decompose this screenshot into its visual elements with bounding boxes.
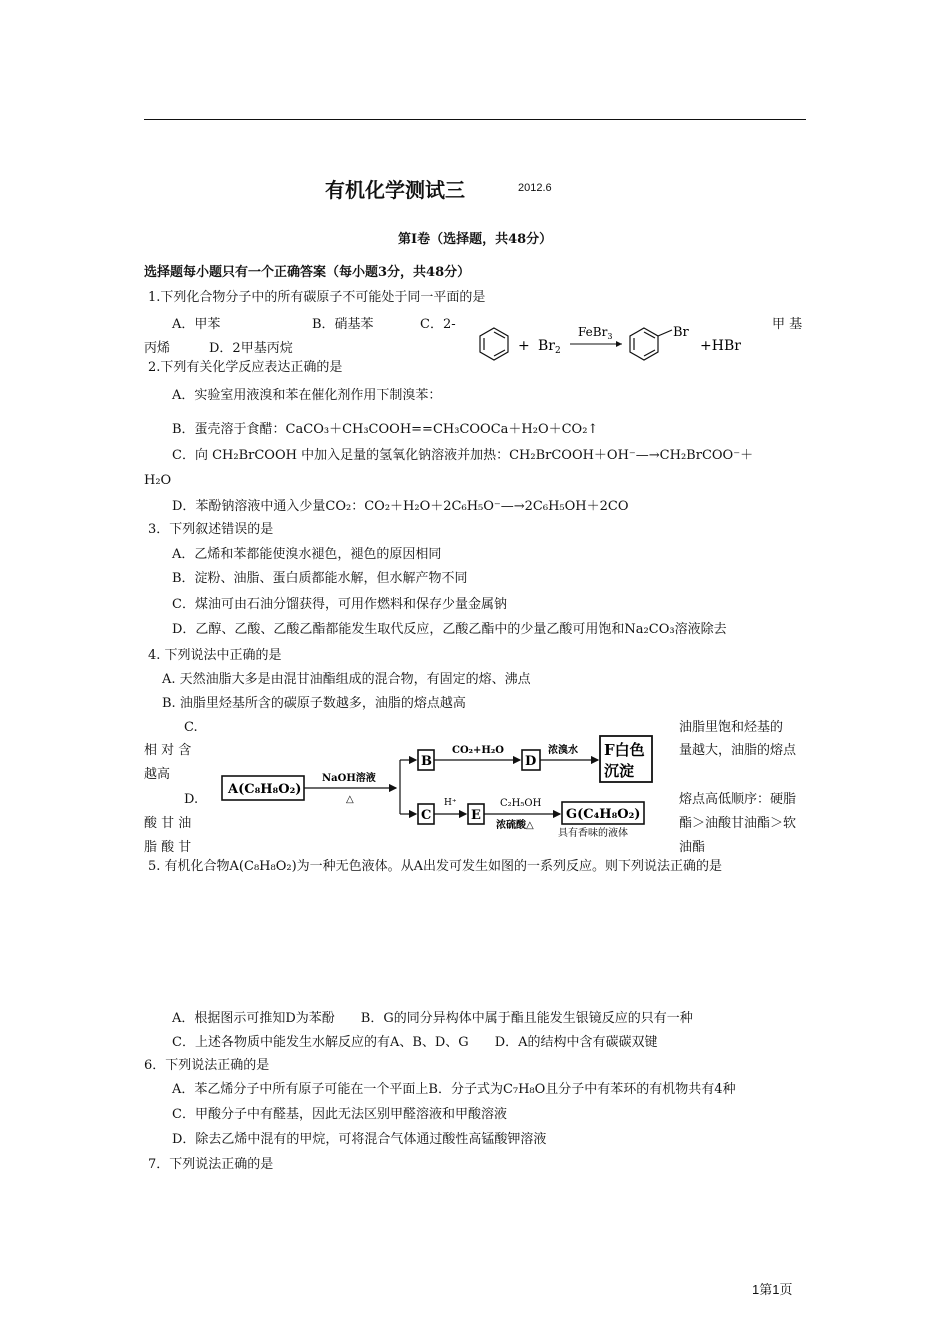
benzene-ring-product <box>630 328 672 360</box>
q4-option-c-right2: 量越大，油脂的熔点 <box>679 743 797 758</box>
q1-option-line2: 丙烯 D．2甲基丙烷 <box>144 341 293 356</box>
section-title: 第Ⅰ卷（选择题，共48分） <box>398 232 553 247</box>
catalyst-label: FeBr$_3$ <box>578 325 613 341</box>
bromination-equation-figure <box>474 320 764 366</box>
q4-option-c-left3: 越高 <box>144 767 171 782</box>
q1-option-a: A．甲苯 <box>172 317 221 332</box>
label-g-note: 具有香味的液体 <box>558 828 628 839</box>
label-conc-acid: 浓硫酸△ <box>496 820 534 831</box>
q2-option-c: C．向 CH₂BrCOOH 中加入足量的氢氧化钠溶液并加热：CH₂BrCOOH＋OH⁻—→CH₂BrCOO⁻＋ <box>172 448 754 463</box>
box-a-label: A(C₈H₈O₂) <box>228 782 302 797</box>
q2-option-b: B．蛋壳溶于食醋：CaCO₃＋CH₃COOH==CH₃COOCa＋H₂O＋CO₂↑ <box>172 422 599 437</box>
box-g-label: G(C₄H₈O₂) <box>566 807 641 822</box>
q5-options-ab: A．根据图示可推知D为苯酚 B．G的同分异构体中属于酯且能发生银镜反应的只有一种 <box>172 1011 693 1026</box>
q4-option-d-right3: 油酯 <box>679 840 706 855</box>
q2-option-c-tail: H₂O <box>144 473 172 488</box>
box-b-label: B <box>421 754 432 769</box>
q4-option-b: B. 油脂里烃基所含的碳原子数越多，油脂的熔点越高 <box>162 696 466 711</box>
box-f-line2: 沉淀 <box>604 762 635 780</box>
q6-stem: 6．下列说法正确的是 <box>144 1058 270 1073</box>
br2-reagent: $Br_2$ <box>538 338 561 356</box>
q3-stem: 3．下列叙述错误的是 <box>148 522 274 537</box>
box-c-label: C <box>421 808 432 823</box>
exam-date: 2012.6 <box>518 182 552 194</box>
reaction-scheme-diagram <box>218 732 662 842</box>
label-delta: △ <box>346 794 354 805</box>
q4-option-c-right1: 油脂里饱和烃基的 <box>679 720 784 735</box>
hbr-product: +HBr <box>700 338 741 354</box>
q5-stem: 5. 有机化合物A(C₈H₈O₂)为一种无色液体。从A出发可发生如图的一系列反应。则下列说法正确的是 <box>148 859 723 874</box>
q1-stem: 1.下列化合物分子中的所有碳原子不可能处于同一平面的是 <box>148 290 486 305</box>
reaction-arrow-head <box>616 341 622 347</box>
q4-option-d-left2: 酸 甘 油 <box>144 816 192 831</box>
plus-sign-1: + <box>518 338 530 354</box>
q4-option-d-right1: 熔点高低顺序：硬脂 <box>679 792 797 807</box>
q4-option-d-right2: 酯＞油酸甘油酯＞软 <box>679 816 797 831</box>
q2-option-a: A．实验室用液溴和苯在催化剂作用下制溴苯： <box>172 388 442 403</box>
q3-option-a: A．乙烯和苯都能使溴水褪色，褪色的原因相同 <box>172 547 442 562</box>
q1-option-c: C．2- <box>420 317 456 332</box>
q1-option-c-tail: 甲 基 <box>772 317 803 332</box>
q2-option-d: D．苯酚钠溶液中通入少量CO₂：CO₂＋H₂O＋2C₆H₅O⁻—→2C₆H₅OH＋2CO <box>172 499 629 514</box>
q4-option-d-label: D. <box>184 792 199 807</box>
q3-option-c: C．煤油可由石油分馏获得，可用作燃料和保存少量金属钠 <box>172 597 507 612</box>
q4-option-d-left3: 脂 酸 甘 <box>144 840 192 855</box>
q3-option-d: D．乙醇、乙酸、乙酸乙酯都能发生取代反应，乙酸乙酯中的少量乙酸可用饱和Na₂CO₃溶液除去 <box>172 622 727 637</box>
header-rule <box>144 119 806 120</box>
q5-options-cd: C．上述各物质中能发生水解反应的有A、B、D、G D．A的结构中含有碳碳双键 <box>172 1035 658 1050</box>
box-d-label: D <box>525 754 537 769</box>
q1-option-b: B．硝基苯 <box>312 317 374 332</box>
q7-stem: 7．下列说法正确的是 <box>148 1157 274 1172</box>
product-br: Br <box>673 325 689 340</box>
label-h-plus: H⁺ <box>444 798 457 808</box>
box-e-label: E <box>471 808 481 823</box>
page-title: 有机化学测试三 <box>325 178 465 202</box>
benzene-ring-reactant <box>480 328 508 360</box>
q6-option-d: D．除去乙烯中混有的甲烷，可将混合气体通过酸性高锰酸钾溶液 <box>172 1132 547 1147</box>
label-co2: CO₂+H₂O <box>452 745 504 756</box>
q6-option-c: C．甲酸分子中有醛基，因此无法区别甲醛溶液和甲酸溶液 <box>172 1107 507 1122</box>
label-naoh: NaOH溶液 <box>322 773 376 784</box>
q3-option-b: B．淀粉、油脂、蛋白质都能水解，但水解产物不同 <box>172 571 468 586</box>
q4-stem: 4. 下列说法中正确的是 <box>148 648 282 663</box>
q6-options-ab: A．苯乙烯分子中所有原子可能在一个平面上B．分子式为C₇H₈O且分子中有苯环的有机物共有4种 <box>172 1082 736 1097</box>
q4-option-c-label: C. <box>184 720 198 735</box>
q4-option-c-left2: 相 对 含 <box>144 743 192 758</box>
q4-option-a: A. 天然油脂大多是由混甘油酯组成的混合物，有固定的熔、沸点 <box>162 672 531 687</box>
label-ethanol: C₂H₅OH <box>500 798 542 809</box>
box-f-line1: F白色 <box>604 741 645 759</box>
q2-stem: 2.下列有关化学反应表达正确的是 <box>148 360 343 375</box>
section-instruction: 选择题每小题只有一个正确答案（每小题3分，共48分） <box>144 265 471 280</box>
label-br-water: 浓溴水 <box>548 745 578 756</box>
page-number: 1第1页 <box>752 1282 793 1297</box>
